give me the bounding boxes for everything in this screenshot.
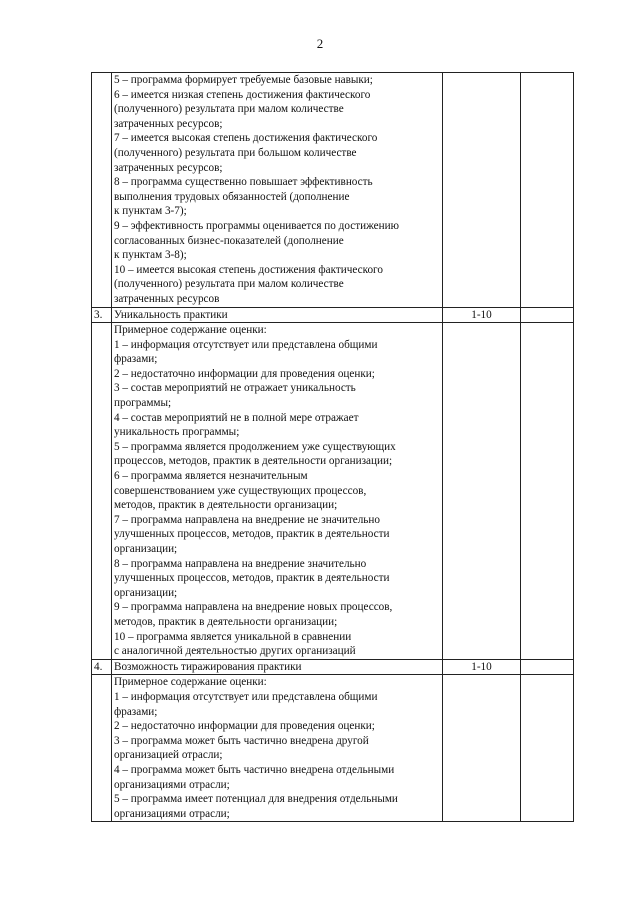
criterion-detail-row <box>92 675 574 822</box>
criterion-score-range: 1-10 <box>443 307 521 323</box>
description-line: 4 – состав мероприятий не в полной мере отражает <box>114 411 359 424</box>
description-line: 4 – программа может быть частично внедрена отдельными <box>114 763 395 776</box>
description-line: затраченных ресурсов; <box>114 117 223 130</box>
description-line: 6 – имеется низкая степень достижения фактического <box>114 88 371 101</box>
description-line: к пунктам 3-8); <box>114 249 187 262</box>
description-line: процессов, методов, практик в деятельности организации; <box>114 455 393 468</box>
description-line: методов, практик в деятельности организации; <box>114 615 338 628</box>
continuation-row <box>92 73 574 308</box>
mark-cell <box>521 659 574 675</box>
description-line: фразами; <box>114 705 158 718</box>
description-line: 2 – недостаточно информации для проведения оценки; <box>114 720 375 733</box>
criterion-detail-row <box>92 323 574 660</box>
mark-cell <box>521 73 574 308</box>
description-line: 3 – программа может быть частично внедрена другой <box>114 734 369 747</box>
description-line: организации; <box>114 543 178 555</box>
description-line: 1 – информация отсутствует или представлена общими <box>114 690 378 703</box>
description-line: улучшенных процессов, методов, практик в деятельности <box>114 528 390 541</box>
number-cell <box>92 323 112 660</box>
description-line: организациями отрасли; <box>114 807 230 820</box>
criterion-description <box>112 323 443 660</box>
description-line: 10 – программа является уникальной в сравнении <box>114 630 352 643</box>
description-line: (полученного) результата при большом количестве <box>114 146 357 159</box>
description-line: фразами; <box>114 353 158 366</box>
description-line: 3 – состав мероприятий не отражает уникальность <box>114 382 356 395</box>
description-line: 7 – имеется высокая степень достижения фактического <box>114 132 378 145</box>
criterion-header-row <box>92 307 574 323</box>
description-line: организациями отрасли; <box>114 778 230 791</box>
criterion-title: Возможность тиражирования практики <box>112 659 443 675</box>
number-cell <box>92 675 112 822</box>
description-line: организацией отрасли; <box>114 749 223 762</box>
description-line: 2 – недостаточно информации для проведения оценки; <box>114 367 375 380</box>
description-line: согласованных бизнес-показателей (дополнение <box>114 234 344 247</box>
description-line: 9 – эффективность программы оценивается по достижению <box>114 219 399 232</box>
description-line: организации; <box>114 586 178 599</box>
description-line: 9 – программа направлена на внедрение новых процессов, <box>114 601 393 614</box>
description-line: Примерное содержание оценки: <box>114 676 267 689</box>
description-line: 8 – программа существенно повышает эффективность <box>114 176 373 189</box>
mark-cell <box>521 675 574 822</box>
description-line: 10 – имеется высокая степень достижения фактического <box>114 263 383 276</box>
score-cell <box>443 73 521 308</box>
description-line: программы; <box>114 397 172 410</box>
page-number: 2 <box>316 36 324 51</box>
description-line: 1 – информация отсутствует или представлена общими <box>114 338 378 351</box>
description-line: (полученного) результата при малом количестве <box>114 278 344 291</box>
score-cell <box>443 323 521 660</box>
criterion-score-range: 1-10 <box>443 659 521 675</box>
number-cell <box>92 73 112 308</box>
description-line: методов, практик в деятельности организации; <box>114 499 338 512</box>
description-line: выполнения трудовых обязанностей (дополнение <box>114 190 350 203</box>
description-line: 5 – программа имеет потенциал для внедрения отдельными <box>114 793 398 806</box>
description-line: 7 – программа направлена на внедрение не значительно <box>114 513 380 526</box>
description-line: улучшенных процессов, методов, практик в деятельности <box>114 572 390 585</box>
criterion-number: 4. <box>92 659 112 675</box>
description-line: 5 – программа формирует требуемые базовые навыки; <box>114 74 373 86</box>
criterion-title: Уникальность практики <box>112 307 443 323</box>
criterion-number: 3. <box>92 307 112 323</box>
description-line: 5 – программа является продолжением уже существующих <box>114 440 396 453</box>
description-line: уникальность программы; <box>114 426 240 439</box>
mark-cell <box>521 307 574 323</box>
mark-cell <box>521 323 574 660</box>
description-line: Примерное содержание оценки: <box>114 324 267 337</box>
description-line: с аналогичной деятельностью других организаций <box>114 645 356 658</box>
criteria-table <box>91 72 574 822</box>
description-line: 8 – программа направлена на внедрение значительно <box>114 557 367 570</box>
criterion-header-row <box>92 659 574 675</box>
score-cell <box>443 675 521 822</box>
description-line: (полученного) результата при малом количестве <box>114 103 344 116</box>
description-line: совершенствованием уже существующих процессов, <box>114 484 367 497</box>
criterion-description <box>112 73 443 308</box>
description-line: затраченных ресурсов; <box>114 161 223 174</box>
description-line: к пунктам 3-7); <box>114 205 187 218</box>
description-line: 6 – программа является незначительным <box>114 470 308 483</box>
criterion-description <box>112 675 443 822</box>
description-line: затраченных ресурсов <box>114 292 220 305</box>
